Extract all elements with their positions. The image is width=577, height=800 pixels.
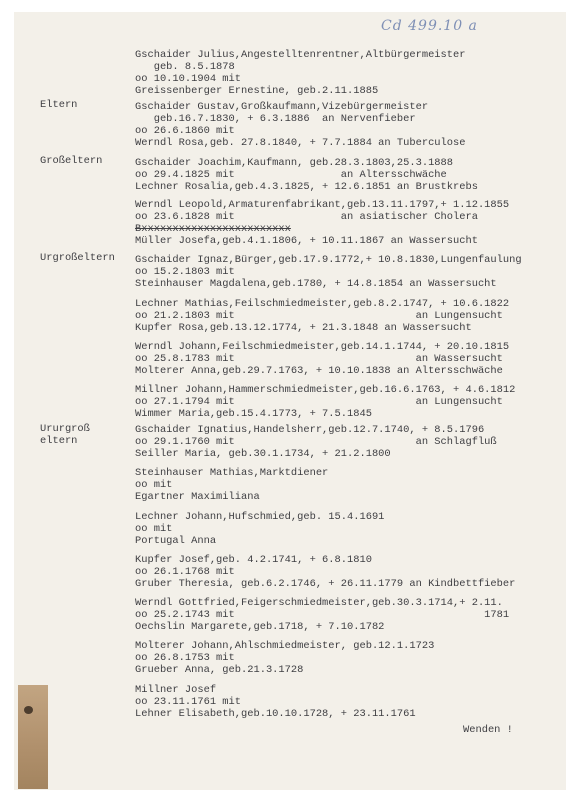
document-line: Gschaider Ignaz,Bürger,geb.17.9.1772,+ 10.8.1830,Lungenfaulung [135, 254, 522, 266]
document-line: Werndl Johann,Feilschmiedmeister,geb.14.1.1744, + 20.10.1815 [135, 341, 510, 353]
document-line: Wimmer Maria,geb.15.4.1773, + 7.5.1845 [135, 408, 372, 420]
document-line: Lehner Elisabeth,geb.10.10.1728, + 23.11.1761 [135, 708, 416, 720]
document-line: oo mit [135, 523, 173, 535]
document-line: oo mit [135, 479, 173, 491]
document-line: Oechslin Margarete,geb.1718, + 7.10.1782 [135, 621, 385, 633]
section-label-urgrosseltern: Urgroßeltern [40, 252, 115, 264]
document-line: geb. 8.5.1878 [135, 61, 235, 73]
document-line: Lechner Rosalia,geb.4.3.1825, + 12.6.1851 an Brustkrebs [135, 181, 478, 193]
document-line: oo 29.1.1760 mit an Schlagfluß [135, 436, 497, 448]
document-line: Molterer Anna,geb.29.7.1763, + 10.10.1838 an Altersschwäche [135, 365, 503, 377]
document-line: oo 21.2.1803 mit an Lungensucht [135, 310, 503, 322]
document-line: Egartner Maximiliana [135, 491, 260, 503]
document-line: oo 25.8.1783 mit an Wassersucht [135, 353, 503, 365]
section-label-grosseltern: Großeltern [40, 155, 103, 167]
document-line: oo 26.6.1860 mit [135, 125, 235, 137]
document-line: Bxxxxxxxxxxxxxxxxxxxxxxxx [135, 223, 291, 235]
document-line: oo 23.11.1761 mit [135, 696, 242, 708]
document-line: oo 10.10.1904 mit [135, 73, 242, 85]
document-line: oo 15.2.1803 mit [135, 266, 235, 278]
document-line: Molterer Johann,Ahlschmiedmeister, geb.12.1.1723 [135, 640, 435, 652]
document-line: Millner Josef [135, 684, 217, 696]
document-line: Kupfer Rosa,geb.13.12.1774, + 21.3.1848 an Wassersucht [135, 322, 472, 334]
document-line: Gschaider Julius,Angestelltenrentner,Altbürgermeister [135, 49, 466, 61]
document-line: Millner Johann,Hammerschmiedmeister,geb.16.6.1763, + 4.6.1812 [135, 384, 516, 396]
document-line: Lechner Johann,Hufschmied,geb. 15.4.1691 [135, 511, 385, 523]
archive-mark: Cd 499.10 a [381, 18, 478, 34]
document-line: oo 25.2.1743 mit 1781 [135, 609, 510, 621]
document-line: Gruber Theresia, geb.6.2.1746, + 26.11.1779 an Kindbettfieber [135, 578, 516, 590]
document-line: Greissenberger Ernestine, geb.2.11.1885 [135, 85, 379, 97]
document-line: oo 27.1.1794 mit an Lungensucht [135, 396, 503, 408]
document-line: geb.16.7.1830, + 6.3.1886 an Nervenfieber [135, 113, 416, 125]
document-line: oo 29.4.1825 mit an Altersschwäche [135, 169, 447, 181]
document-line: Steinhauser Mathias,Marktdiener [135, 467, 329, 479]
document-line: Lechner Mathias,Feilschmiedmeister,geb.8.2.1747, + 10.6.1822 [135, 298, 510, 310]
document-line: Grueber Anna, geb.21.3.1728 [135, 664, 304, 676]
document-line: Kupfer Josef,geb. 4.2.1741, + 6.8.1810 [135, 554, 372, 566]
tape-strip [18, 685, 48, 789]
document-line: oo 23.6.1828 mit an asiatischer Cholera [135, 211, 478, 223]
turn-over-note: Wenden ! [463, 724, 513, 736]
document-line: oo 26.8.1753 mit [135, 652, 235, 664]
document-line: Werndl Rosa,geb. 27.8.1840, + 7.7.1884 an Tuberculose [135, 137, 466, 149]
document-line: Müller Josefa,geb.4.1.1806, + 10.11.1867 an Wassersucht [135, 235, 478, 247]
document-line: Steinhauser Magdalena,geb.1780, + 14.8.1854 an Wassersucht [135, 278, 497, 290]
section-label-eltern: Eltern [40, 99, 78, 111]
document-line: Seiller Maria, geb.30.1.1734, + 21.2.1800 [135, 448, 391, 460]
document-line: Gschaider Gustav,Großkaufmann,Vizebürgermeister [135, 101, 429, 113]
document-line: Werndl Gottfried,Feigerschmiedmeister,geb.30.3.1714,+ 2.11. [135, 597, 503, 609]
section-label-ururgrosseltern: Ururgroß eltern [40, 423, 90, 447]
document-line: Gschaider Joachim,Kaufmann, geb.28.3.1803,25.3.1888 [135, 157, 454, 169]
tape-stain [24, 706, 33, 714]
document-line: oo 26.1.1768 mit [135, 566, 235, 578]
document-line: Werndl Leopold,Armaturenfabrikant,geb.13.11.1797,+ 1.12.1855 [135, 199, 510, 211]
document-line: Gschaider Ignatius,Handelsherr,geb.12.7.1740, + 8.5.1796 [135, 424, 485, 436]
document-line: Portugal Anna [135, 535, 217, 547]
